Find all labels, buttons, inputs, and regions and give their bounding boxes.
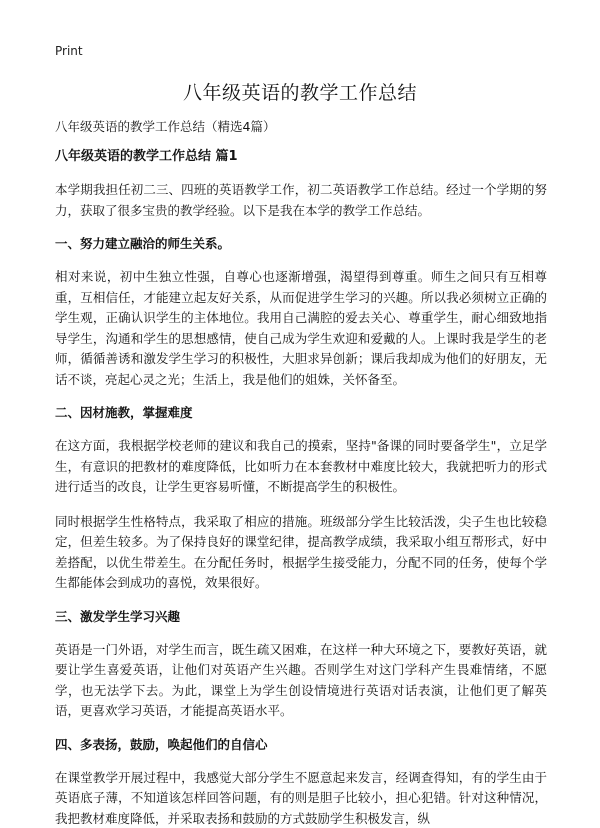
section-paragraph: 英语是一门外语，对学生而言，既生疏又困难，在这样一种大环境之下，要教好英语，就要让学生喜爱英语，让他们对英语产生兴趣。否则学生对这门学科产生畏难情绪，不愿学，也无法学下去。为此，课堂上为学生创设情境进行英语对话表演，让他们更了解英语，更喜欢学习英语，才能提高英语水平。 <box>55 641 547 718</box>
article-title: 八年级英语的教学工作总结 篇1 <box>55 149 238 164</box>
section-heading: 四、多表扬，鼓励，唤起他们的自信心 <box>55 736 268 752</box>
document-subtitle: 八年级英语的教学工作总结（精选4篇） <box>55 119 276 134</box>
intro-paragraph: 本学期我担任初二三、四班的英语教学工作，初二英语教学工作总结。经过一个学期的努力，获取了很多宝贵的教学经验。以下是我在本学的教学工作总结。 <box>55 182 547 218</box>
section-paragraph: 在这方面，我根据学校老师的建议和我自己的摸索，坚持"备课的同时要备学生"，立足学生，有意识的把教材的难度降低，比如听力在本套教材中难度比较大，我就把听力的形式进行适当的改良，让学生更容易听懂，不断提高学生的积极性。 <box>55 438 547 494</box>
section-paragraph: 在课堂教学开展过程中，我感觉大部分学生不愿意起来发言，经调查得知，有的学生由于英语底子薄，不知道该怎样回答问题，有的则是胆子比较小，担心犯错。针对这种情况，我把教材难度降低，并采取表扬和鼓励的方式鼓励学生积极发言，纵 <box>55 769 547 826</box>
section-heading: 三、激发学生学习兴趣 <box>55 608 181 624</box>
section-paragraph: 同时根据学生性格特点，我采取了相应的措施。班级部分学生比较活泼，尖子生也比较稳定，但差生较多。为了保持良好的课堂纪律，提高教学成绩，我采取小组互帮形式，好中差搭配，以优生带差生。在分配任务时，根据学生接受能力，分配不同的任务，使每个学生都能体会到成功的喜悦，效果很好。 <box>55 513 547 590</box>
section-heading: 二、因材施教，掌握难度 <box>55 405 193 420</box>
section-heading: 一、努力建立融洽的师生关系。 <box>55 236 231 251</box>
article-body <box>55 148 547 828</box>
page-title: 八年级英语的教学工作总结 <box>182 82 417 104</box>
print-link[interactable]: Print <box>55 44 83 58</box>
section-paragraph: 相对来说，初中生独立性强，自尊心也逐渐增强，渴望得到尊重。师生之间只有互相尊重，互相信任，才能建立起友好关系，从而促进学生学习的兴趣。所以我必须树立正确的学生观，正确认识学生的主体地位。我用自己满腔的爱去关心、尊重学生，耐心细致地指导学生，沟通和学生的思想感情，使自己成为学生欢迎和爱戴的人。上课时我是学生的老师，循循善诱和激发学生学习的积极性，大胆求异创新；课后我却成为他们的好朋友，无话不谈，亮起心灵之光；生活上，我是他们的姐姝，关怀备至。 <box>55 269 547 387</box>
